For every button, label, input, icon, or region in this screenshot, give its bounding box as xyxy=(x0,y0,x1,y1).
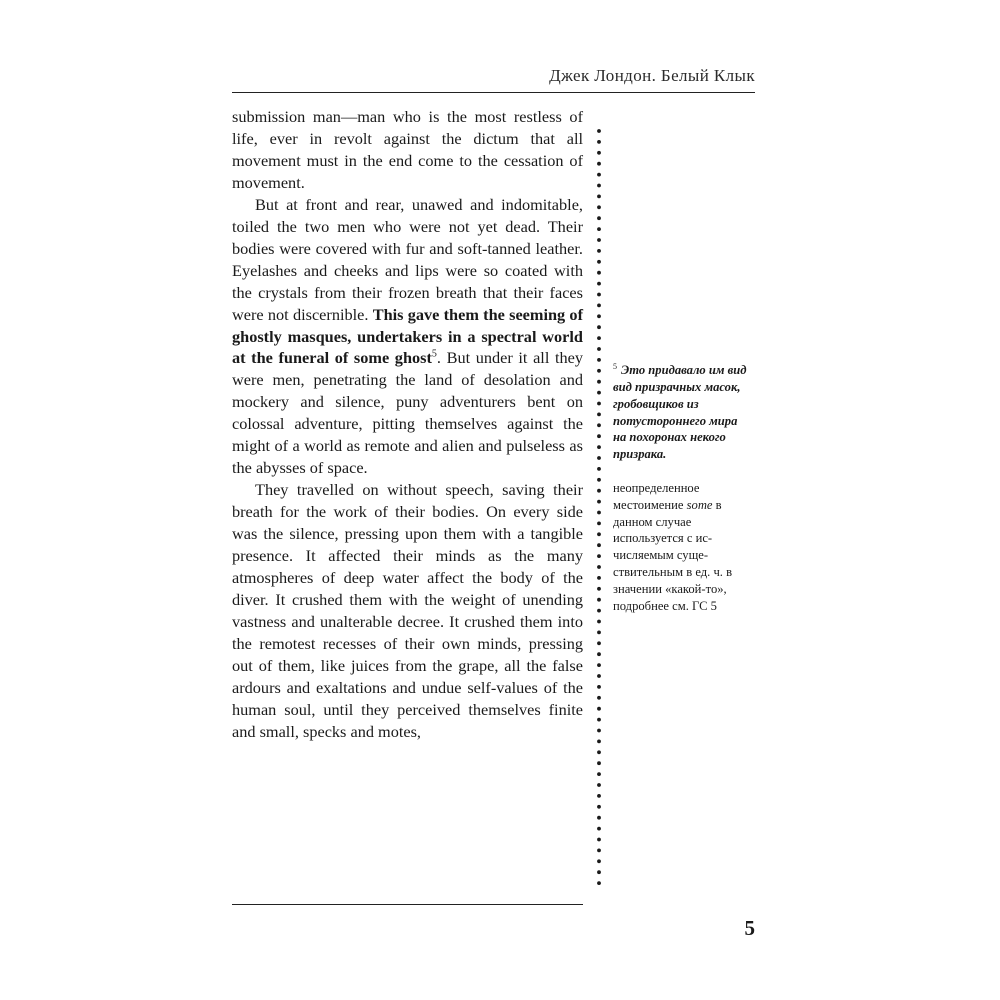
separator-dot xyxy=(597,358,601,362)
separator-dot xyxy=(597,532,601,536)
separator-dot xyxy=(597,609,601,613)
separator-dot xyxy=(597,500,601,504)
separator-dot xyxy=(597,718,601,722)
separator-dot xyxy=(597,838,601,842)
page-number: 5 xyxy=(744,916,755,940)
separator-dot xyxy=(597,870,601,874)
separator-dot xyxy=(597,489,601,493)
separator-dot xyxy=(597,260,601,264)
paragraph-2-text-b: . But under it all they were men, penetrating the land of desolation and mockery and silence, puny adventurers bent on colossal adventure, pitting themselves against the might of a world as remote and alien and pulseless as the abysses of space. xyxy=(232,348,583,478)
separator-dot xyxy=(597,151,601,155)
separator-dot xyxy=(597,881,601,885)
running-header: Джек Лондон. Белый Клык xyxy=(549,66,755,85)
highlighted-phrase: This gave them the seeming of ghostly masques, undertakers in a spectral world at the funeral of some ghost xyxy=(232,304,583,368)
footnote-number: 5 xyxy=(613,362,617,371)
separator-dot xyxy=(597,195,601,199)
separator-dot xyxy=(597,652,601,656)
margin-footnote xyxy=(613,359,753,463)
separator-dot xyxy=(597,565,601,569)
margin-grammar-note xyxy=(613,480,753,614)
paragraph-3 xyxy=(232,479,583,742)
separator-dot xyxy=(597,849,601,853)
separator-dot xyxy=(597,794,601,798)
separator-dot xyxy=(597,522,601,526)
separator-dot xyxy=(597,173,601,177)
separator-dot xyxy=(597,216,601,220)
separator-dot xyxy=(597,805,601,809)
separator-dot xyxy=(597,554,601,558)
paragraph-3-text: They travelled on without speech, saving their breath for the work of their bodies. On every side was the silence, pressing upon them with a tangible presence. It affected their minds as the many atmospheres of deep water affect the body of the diver. It crushed them with the weight of unending vastness and unalterable decree. It crushed them into the remotest recesses of their own minds, pressing out of them, like juices from the grape, all the false ardours and exaltations and undue self-values of the human soul, until they perceived themselves finite and small, specks and motes, xyxy=(232,480,583,741)
separator-dot xyxy=(597,456,601,460)
separator-dot xyxy=(597,696,601,700)
separator-dot xyxy=(597,325,601,329)
separator-dot xyxy=(597,282,601,286)
separator-dot xyxy=(597,816,601,820)
grammar-note-text-a: неопределенное местоимение xyxy=(613,481,700,512)
separator-dot xyxy=(597,205,601,209)
paragraph-2-text-a: But at front and rear, unawed and indomitable, toiled the two men who were not yet dead. Their bodies were covered with fur and soft-tanned leather. Eyelashes and cheeks and lips were so coated with the crystals from their frozen breath that their faces were not discernible. xyxy=(232,194,583,324)
separator-dot xyxy=(597,827,601,831)
separator-dot xyxy=(597,162,601,166)
separator-dot xyxy=(597,369,601,373)
footnote-translation: Это придавало им вид вид призрачных масок, гробовщиков из потустороннего мира на похоронах некого призрака. xyxy=(613,363,747,462)
separator-dot xyxy=(597,783,601,787)
separator-dot xyxy=(597,467,601,471)
separator-dot xyxy=(597,707,601,711)
grammar-note-text-b: в данном случае используется с исчисляемым существительным в ед. ч. в значении «какой-то», подробнее см. ГС 5 xyxy=(613,497,733,613)
separator-dot xyxy=(597,445,601,449)
grammar-note-term: some xyxy=(686,497,713,512)
separator-dot xyxy=(597,129,601,133)
separator-dot xyxy=(597,347,601,351)
separator-dot xyxy=(597,391,601,395)
separator-dot xyxy=(597,434,601,438)
separator-dot xyxy=(597,859,601,863)
separator-dot xyxy=(597,685,601,689)
separator-dot xyxy=(597,631,601,635)
separator-dot xyxy=(597,663,601,667)
separator-dot xyxy=(597,249,601,253)
separator-dot xyxy=(597,314,601,318)
separator-dot xyxy=(597,620,601,624)
header-rule xyxy=(232,92,755,93)
footnote-reference[interactable]: 5 xyxy=(431,349,437,361)
separator-dot xyxy=(597,478,601,482)
separator-dot xyxy=(597,293,601,297)
paragraph-1 xyxy=(232,106,583,194)
separator-dot xyxy=(597,598,601,602)
main-text-column xyxy=(232,106,583,743)
paragraph-1-text: submission man—man who is the most restless of life, ever in revolt against the dictum that all movement must in the end come to the cessation of movement. xyxy=(232,107,583,192)
footer-rule xyxy=(232,904,583,905)
paragraph-2 xyxy=(232,194,583,479)
separator-dot xyxy=(597,227,601,231)
separator-dot xyxy=(597,729,601,733)
separator-dot xyxy=(597,740,601,744)
separator-dot xyxy=(597,336,601,340)
separator-dot xyxy=(597,304,601,308)
separator-dot xyxy=(597,423,601,427)
separator-dot xyxy=(597,140,601,144)
separator-dot xyxy=(597,750,601,754)
separator-dot xyxy=(597,674,601,678)
separator-dot xyxy=(597,413,601,417)
separator-dot xyxy=(597,587,601,591)
separator-dot xyxy=(597,271,601,275)
separator-dot xyxy=(597,576,601,580)
separator-dot xyxy=(597,641,601,645)
separator-dot xyxy=(597,238,601,242)
separator-dot xyxy=(597,761,601,765)
separator-dot xyxy=(597,511,601,515)
dotted-separator xyxy=(596,128,602,890)
separator-dot xyxy=(597,380,601,384)
separator-dot xyxy=(597,772,601,776)
separator-dot xyxy=(597,184,601,188)
separator-dot xyxy=(597,543,601,547)
separator-dot xyxy=(597,402,601,406)
